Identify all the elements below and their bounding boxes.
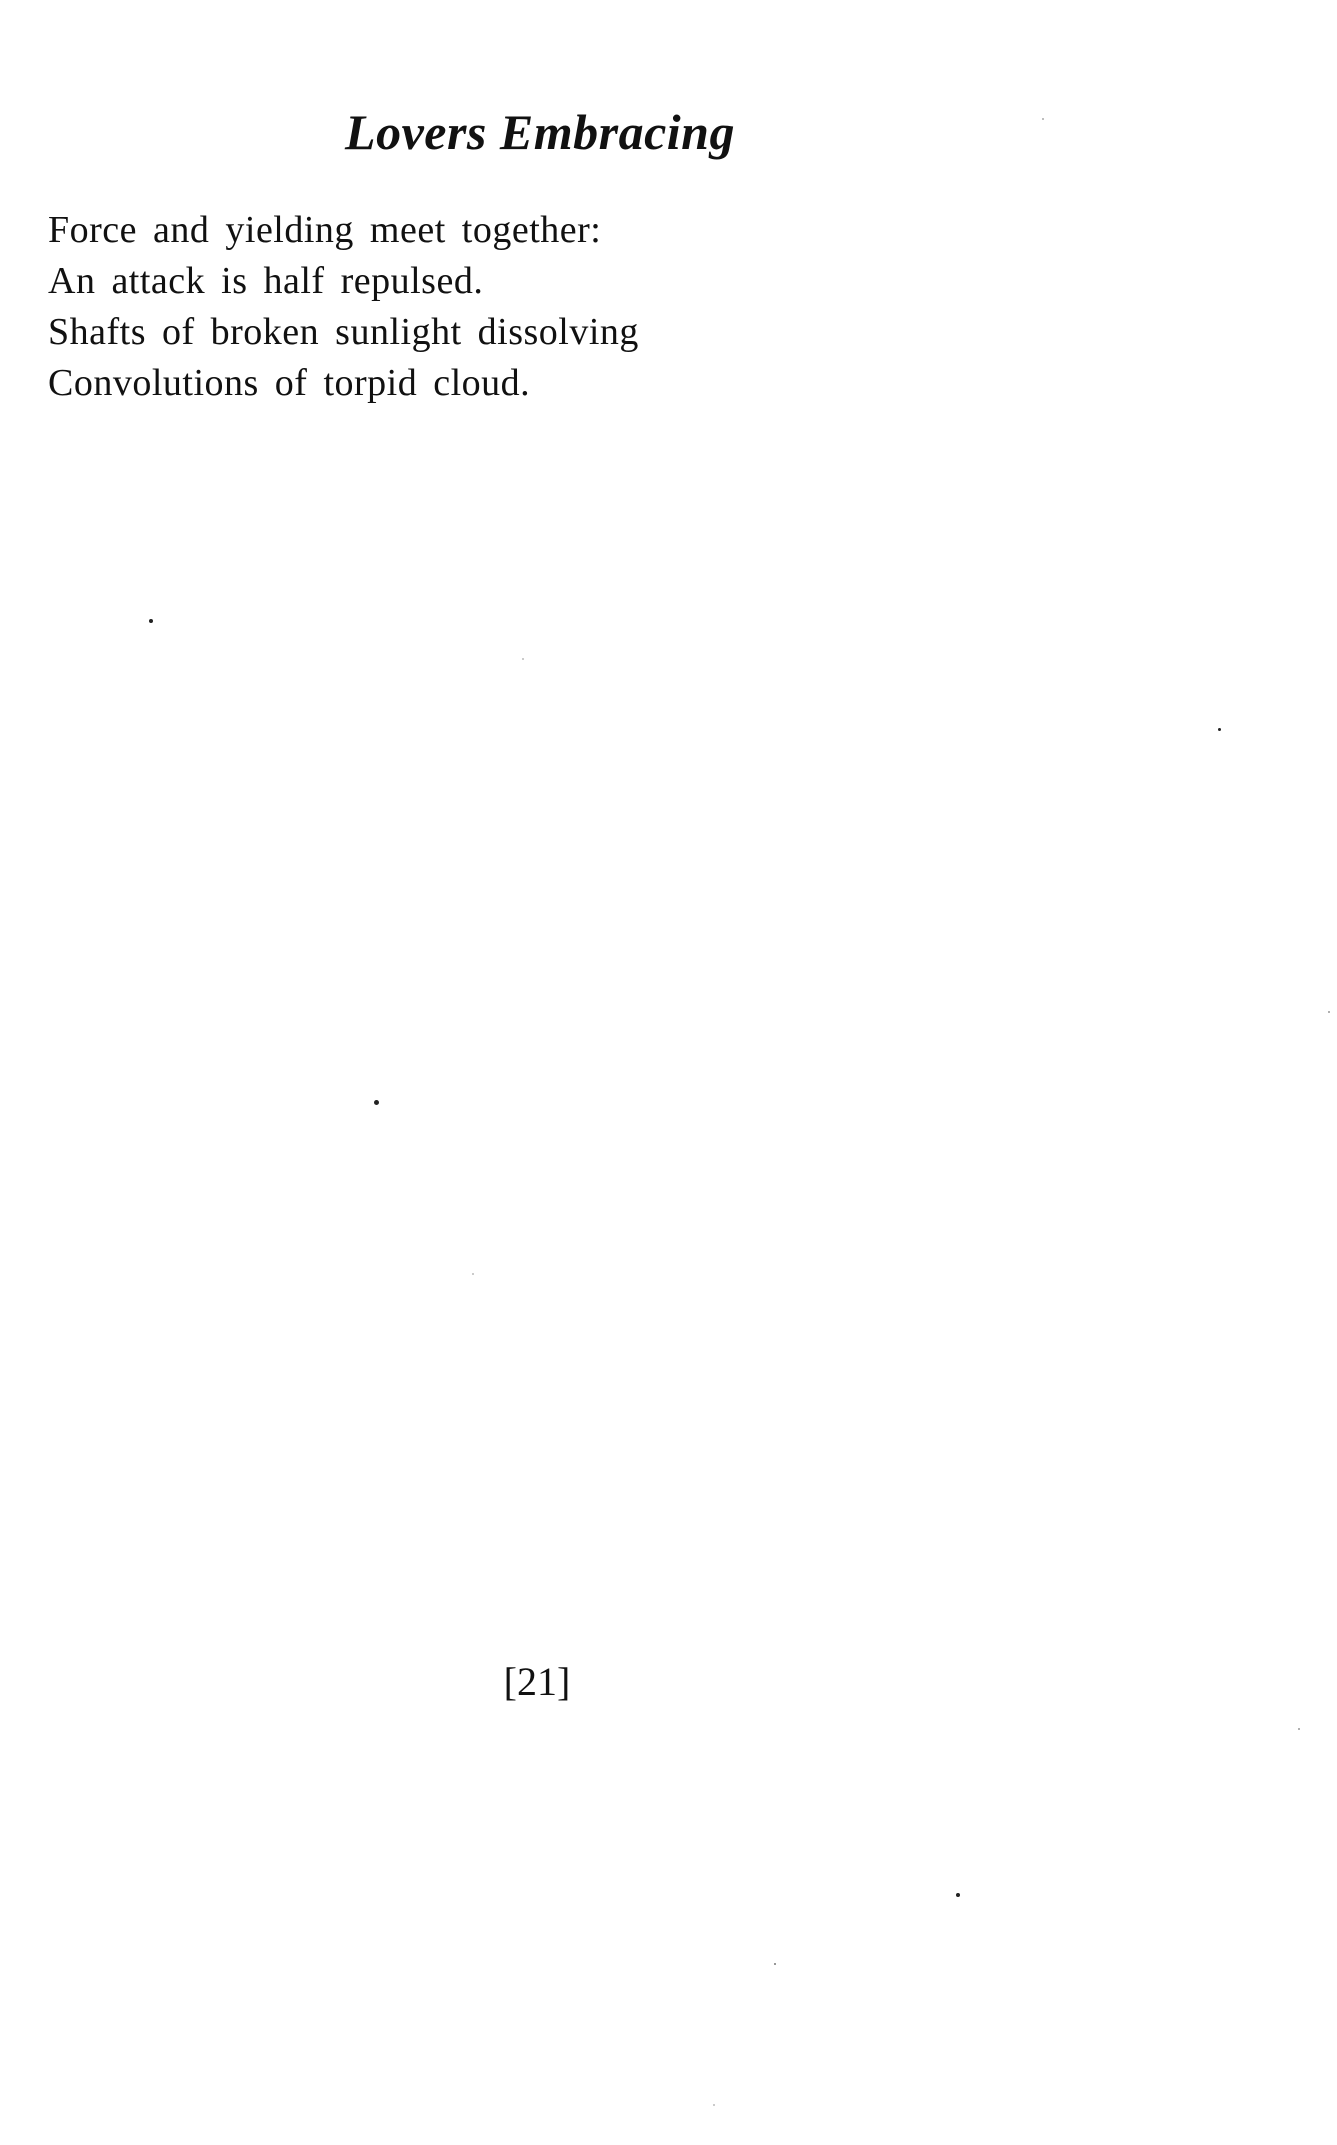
- poem-title: Lovers Embracing: [345, 104, 735, 160]
- scan-speck: [1328, 1011, 1330, 1013]
- scan-speck: [1218, 728, 1221, 731]
- scan-speck: [774, 1963, 776, 1965]
- page-number: [21]: [503, 1659, 571, 1704]
- scan-speck: [1042, 118, 1044, 120]
- poem-line: An attack is half repulsed.: [48, 260, 484, 302]
- poem-body: [48, 205, 948, 409]
- scan-speck: [374, 1100, 379, 1105]
- scan-speck: [1298, 1728, 1300, 1730]
- poem-line: Convolutions of torpid cloud.: [48, 362, 531, 404]
- scan-speck: [713, 2104, 715, 2106]
- scan-speck: [149, 619, 153, 623]
- scan-speck: [956, 1893, 960, 1897]
- scan-speck: [472, 1273, 474, 1275]
- scan-speck: [522, 658, 524, 660]
- poem-line: Force and yielding meet together:: [48, 209, 602, 251]
- poem-line: Shafts of broken sunlight dissolving: [48, 311, 639, 353]
